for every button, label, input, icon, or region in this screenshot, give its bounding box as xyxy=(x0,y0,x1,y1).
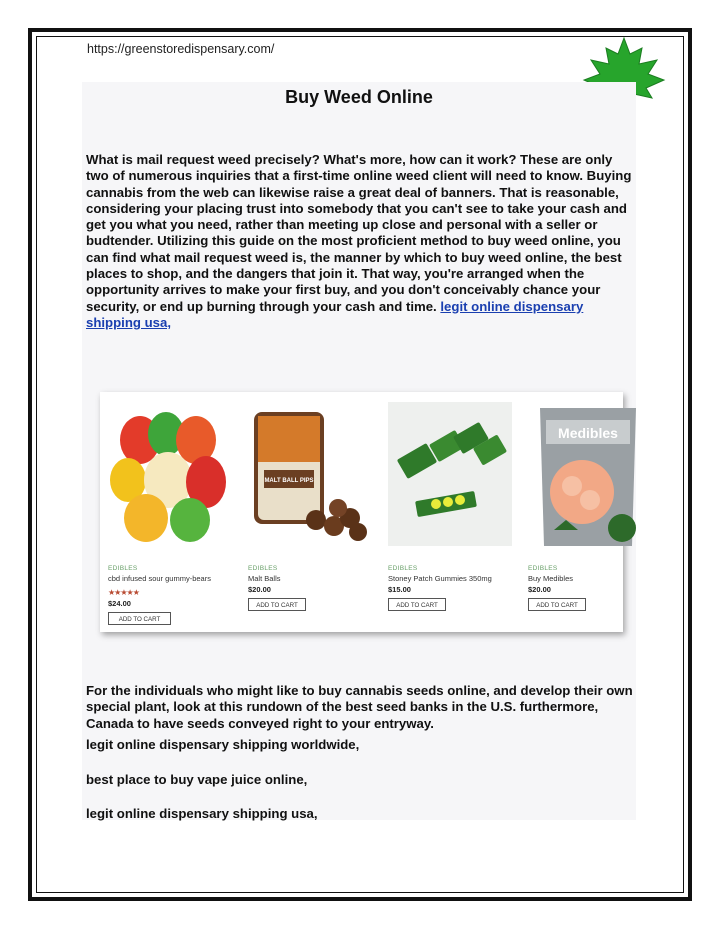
product-card xyxy=(246,400,376,626)
add-to-cart-button[interactable]: ADD TO CART xyxy=(248,598,306,611)
seeds-paragraph: For the individuals who might like to buy cannabis seeds online, and develop their own special plant, look at this rundown of the best seed banks in the U.S. furthermore, Canada to have seeds conveyed right to your entryway. xyxy=(86,683,633,731)
intro-link[interactable]: legit online dispensary shipping usa, xyxy=(86,298,584,330)
keyword-link-vape[interactable]: best place to buy vape juice online, xyxy=(86,772,308,787)
intro-text: What is mail request weed precisely? What's more, how can it work? These are only two of numerous inquiries that a first-time online weed client will need to know. Buying cannabis from the web can likewise raise a great deal of banners. That is reasonable, considering your placing trust into somebody that you can't see to take your cash and get you what you need, rather than meeting up close and personal with a seller or budtender. Utilizing this guide on the most proficient method to buy weed online, you can find what mail request weed is, the manner by which to buy weed online, the best places to shop, and the dangers that join it. That way, you're arranged when the opportunity arrives to make your first buy, and you don't conceivably chance your security, or end up burning through your cash and time. xyxy=(86,152,632,314)
product-category: EDIBLES xyxy=(388,565,418,572)
product-name[interactable]: Buy Medibles xyxy=(528,574,574,583)
site-url[interactable]: https://greenstoredispensary.com/ xyxy=(87,42,275,56)
product-name[interactable]: Malt Balls xyxy=(248,574,281,583)
gummy-bears-image xyxy=(106,400,234,548)
product-category: EDIBLES xyxy=(248,565,278,572)
malt-box-label: MALT BALL PIPS xyxy=(264,478,314,484)
product-card xyxy=(386,400,516,626)
add-to-cart-button[interactable]: ADD TO CART xyxy=(528,598,586,611)
bag-label: Medibles xyxy=(558,425,618,441)
keyword-link-usa[interactable]: legit online dispensary shipping usa, xyxy=(86,806,318,821)
malt-balls-image xyxy=(246,400,374,548)
stoney-patch-image xyxy=(386,400,514,548)
product-grid xyxy=(100,392,623,632)
product-name[interactable]: cbd infused sour gummy-bears xyxy=(108,574,211,583)
page-title: Buy Weed Online xyxy=(285,87,433,107)
product-card xyxy=(526,400,656,626)
rating-stars: ★★★★★ xyxy=(108,588,139,597)
intro-paragraph xyxy=(86,152,634,331)
product-card xyxy=(106,400,236,626)
medibles-bag-image xyxy=(526,400,654,548)
product-category: EDIBLES xyxy=(108,565,138,572)
product-name[interactable]: Stoney Patch Gummies 350mg xyxy=(388,574,492,583)
add-to-cart-button[interactable]: ADD TO CART xyxy=(108,612,171,625)
keyword-link-worldwide[interactable]: legit online dispensary shipping worldwide, xyxy=(86,737,360,752)
add-to-cart-button[interactable]: ADD TO CART xyxy=(388,598,446,611)
product-price: $24.00 xyxy=(108,599,131,608)
product-price: $20.00 xyxy=(528,585,551,594)
product-category: EDIBLES xyxy=(528,565,558,572)
product-price: $20.00 xyxy=(248,585,271,594)
product-price: $15.00 xyxy=(388,585,411,594)
